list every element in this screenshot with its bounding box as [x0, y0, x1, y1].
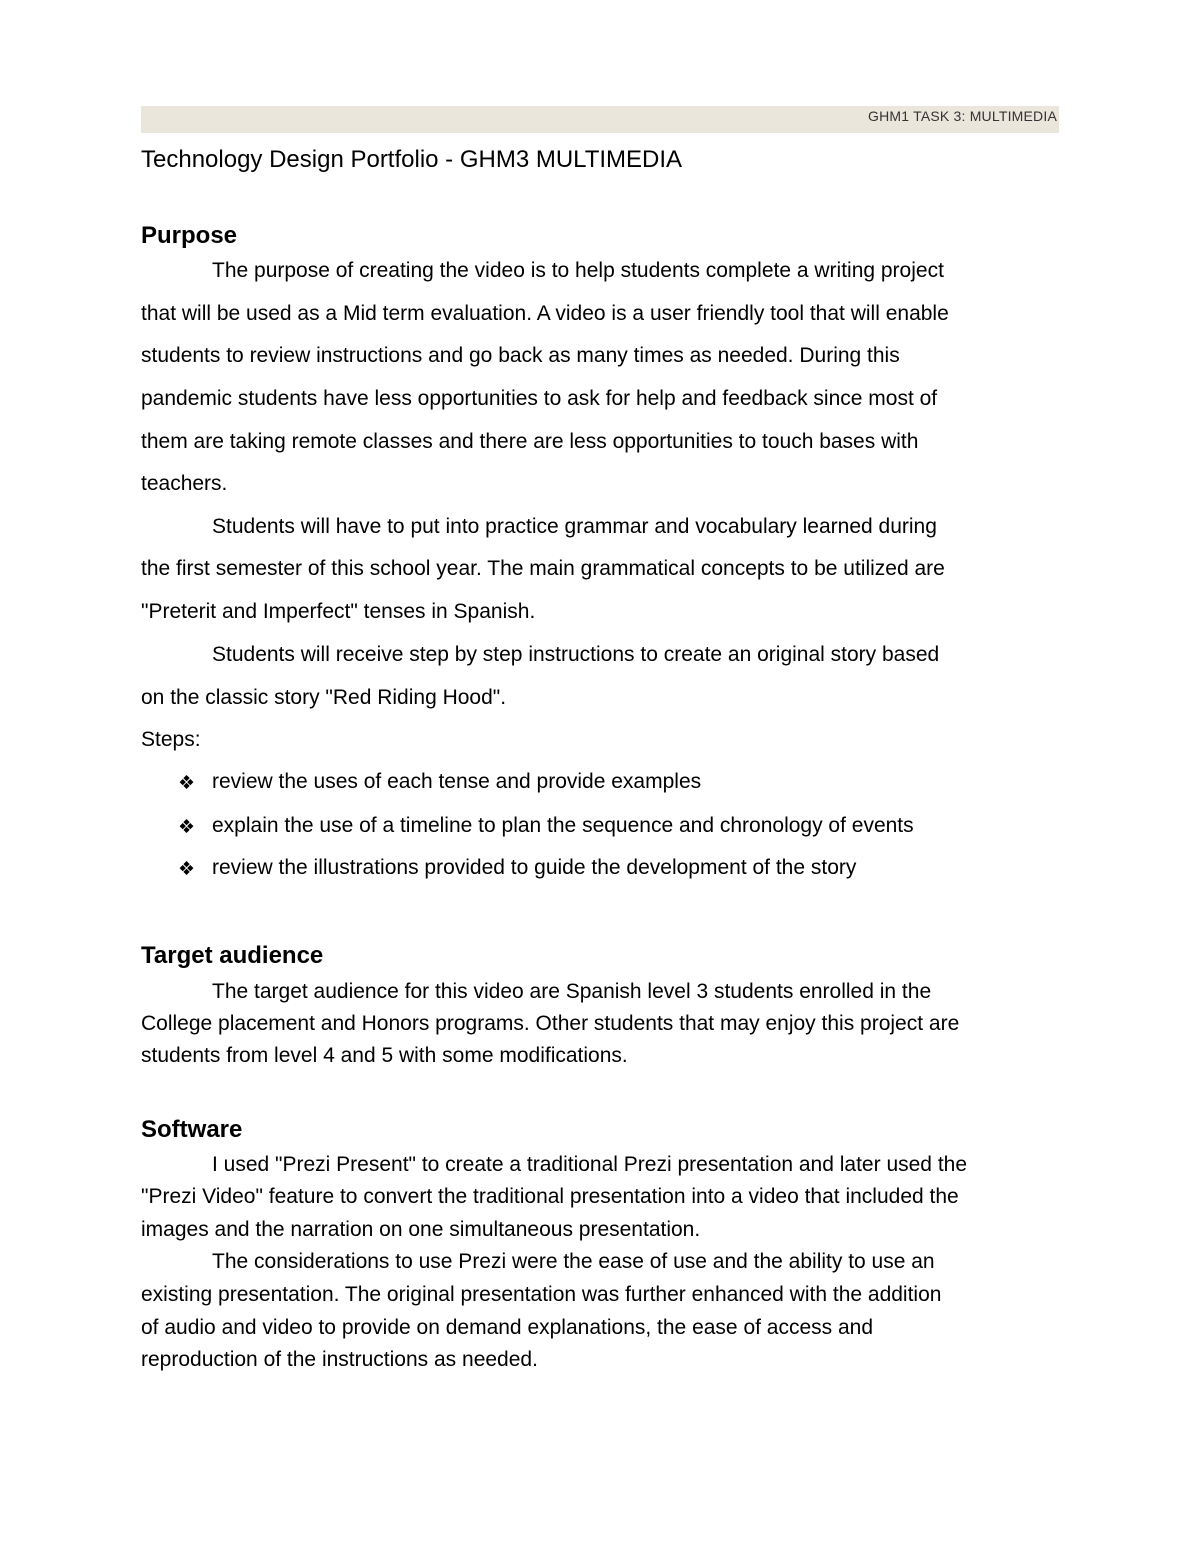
software-line: reproduction of the instructions as needed.: [141, 1348, 538, 1371]
steps-list-item: explain the use of a timeline to plan the sequence and chronology of events: [212, 814, 914, 837]
document-title: Technology Design Portfolio - GHM3 MULTIMEDIA: [141, 146, 683, 173]
purpose-line: students to review instructions and go back as many times as needed. During this: [141, 344, 900, 367]
purpose-line: The purpose of creating the video is to help students complete a writing project: [212, 259, 944, 282]
target-audience-line: College placement and Honors programs. Other students that may enjoy this project are: [141, 1012, 960, 1035]
software-line: The considerations to use Prezi were the ease of use and the ability to use an: [212, 1250, 935, 1273]
steps-list-item: review the illustrations provided to guide the development of the story: [212, 856, 857, 879]
software-line: "Prezi Video" feature to convert the traditional presentation into a video that included the: [141, 1185, 959, 1208]
target-audience-line: The target audience for this video are Spanish level 3 students enrolled in the: [212, 980, 932, 1003]
diamond-bullet-icon: ❖: [178, 773, 196, 794]
purpose-line: the first semester of this school year. The main grammatical concepts to be utilized are: [141, 557, 945, 580]
purpose-line: Students will receive step by step instructions to create an original story based: [212, 643, 940, 666]
software-line: I used "Prezi Present" to create a traditional Prezi presentation and later used the: [212, 1153, 968, 1176]
software-line: existing presentation. The original presentation was further enhanced with the addition: [141, 1283, 942, 1306]
purpose-line: that will be used as a Mid term evaluation. A video is a user friendly tool that will enable: [141, 302, 949, 325]
purpose-line: teachers.: [141, 472, 228, 495]
purpose-line: them are taking remote classes and there are less opportunities to touch bases with: [141, 430, 919, 453]
running-header-text: GHM1 TASK 3: MULTIMEDIA: [868, 108, 1057, 124]
purpose-line: pandemic students have less opportunities to ask for help and feedback since most of: [141, 387, 938, 410]
purpose-line: "Preterit and Imperfect" tenses in Spanish.: [141, 600, 536, 623]
software-line: images and the narration on one simultaneous presentation.: [141, 1218, 701, 1241]
diamond-bullet-icon: ❖: [178, 859, 196, 880]
software-line: of audio and video to provide on demand explanations, the ease of access and: [141, 1316, 874, 1339]
purpose-line: on the classic story "Red Riding Hood".: [141, 686, 507, 709]
target-audience-line: students from level 4 and 5 with some modifications.: [141, 1044, 628, 1067]
steps-label: Steps:: [141, 728, 201, 751]
steps-list-item: review the uses of each tense and provide examples: [212, 770, 702, 793]
purpose-line: Students will have to put into practice grammar and vocabulary learned during: [212, 515, 937, 538]
target-audience-heading: Target audience: [141, 942, 324, 969]
diamond-bullet-icon: ❖: [178, 817, 196, 838]
purpose-heading: Purpose: [141, 222, 238, 249]
running-header: [141, 106, 1059, 133]
software-heading: Software: [141, 1116, 243, 1143]
